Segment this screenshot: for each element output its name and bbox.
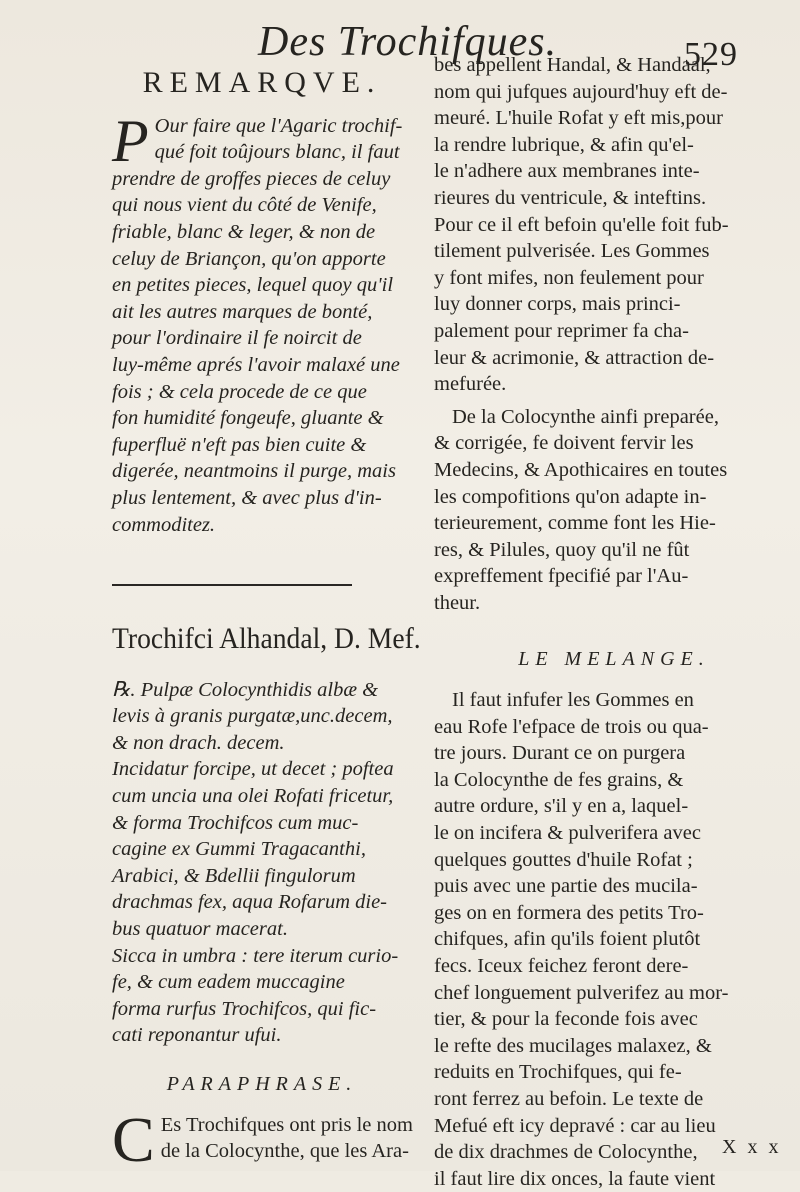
text-line: il faut lire dix onces, la faute vient: [434, 1167, 716, 1190]
text-line: qué foit toûjours blanc, il faut: [154, 141, 400, 164]
text-line: luy donner corps, mais princi-: [434, 293, 681, 316]
text-line: le n'adhere aux membranes inte-: [434, 160, 700, 183]
text-line: plus lentement, & avec plus d'in-: [112, 486, 382, 509]
text-line: friable, blanc & leger, & non de: [112, 220, 376, 243]
recipe-line: Sicca in umbra : tere iterum curio-: [112, 944, 399, 967]
paraphrase-paragraph: [112, 1103, 413, 1175]
recipe-line: forma rurfus Trochifcos, qui fic-: [112, 997, 377, 1020]
text-line: fecs. Iceux feichez feront dere-: [434, 955, 689, 977]
text-line: tilement pulverisée. Les Gommes: [434, 240, 710, 263]
text-line: nom qui jufques aujourd'huy eft de-: [434, 80, 728, 103]
section-rule: [112, 584, 352, 586]
text-line: fuperfluë n'eft pas bien cuite &: [112, 433, 367, 456]
text-line: le on incifera & pulverifera avec: [434, 822, 701, 845]
recipe-line: cum uncia una olei Rofati fricetur,: [112, 785, 394, 808]
text-line: commoditez.: [112, 513, 216, 536]
paragraph-melange: [434, 687, 794, 1192]
recipe-text: [112, 677, 412, 1049]
text-line: en petites pieces, lequel quoy qu'il: [112, 274, 394, 297]
text-line: prendre de groffes pieces de celuy: [112, 167, 391, 190]
paragraph-continuation: [434, 52, 794, 398]
recipe-line: cati reponantur ufui.: [112, 1024, 282, 1047]
text-line: digerée, neantmoins il purge, mais: [112, 460, 396, 483]
remark-paragraph: [112, 107, 412, 539]
text-line: qui nous vient du côté de Venife,: [112, 194, 377, 217]
text-line: Mefué eft icy depravé : car au lieu: [434, 1114, 716, 1137]
text-line: fon humidité fongeufe, gluante &: [112, 407, 384, 430]
text-line: terieurement, comme font les Hie-: [434, 512, 716, 535]
paragraph-colocynth: [434, 404, 794, 617]
text-line: de la Colocynthe, que les Ara-: [160, 1140, 409, 1163]
text-line: res, & Pilules, quoy qu'il ne fût: [434, 538, 690, 561]
text-line: De la Colocynthe ainfi preparée,: [452, 405, 719, 428]
text-line: mefurée.: [434, 373, 507, 396]
text-line: Il faut infufer les Gommes en: [452, 689, 694, 712]
text-line: chifques, afin qu'ils foient plutôt: [434, 928, 701, 951]
recipe-line: Arabici, & Bdellii fingulorum: [112, 864, 356, 887]
recipe-line: fe, & cum eadem muccagine: [112, 971, 345, 994]
text-line: ront ferrez au befoin. Le texte de: [434, 1087, 704, 1110]
text-line: celuy de Briançon, qu'on apporte: [112, 247, 386, 270]
text-line: ges on en formera des petits Tro-: [434, 901, 704, 924]
paraphrase-dropcap: C: [112, 1103, 155, 1175]
text-line: fois ; & cela procede de ce que: [112, 380, 367, 403]
text-line: ait les autres marques de bonté,: [112, 300, 373, 323]
text-line: la Colocynthe de fes grains, &: [434, 768, 684, 791]
text-line: Our faire que l'Agaric trochif-: [154, 114, 403, 137]
right-column: [434, 52, 794, 1192]
text-line: reduits en Trochifques, qui fe-: [434, 1061, 682, 1084]
recipe-line: levis à granis purgatæ,unc.decem,: [112, 705, 393, 728]
text-line: puis avec une partie des mucila-: [434, 875, 698, 898]
text-line: Medecins, & Apothicaires en toutes: [434, 458, 728, 481]
paraphrase-title: PARAPHRASE.: [166, 1073, 358, 1095]
text-line: meuré. L'huile Rofat y eft mis,pour: [434, 107, 723, 130]
text-line: luy-même aprés l'avoir malaxé une: [112, 353, 400, 376]
recipe-line: bus quatuor macerat.: [112, 918, 288, 941]
left-column: [112, 66, 421, 1175]
text-line: leur & acrimonie, & attraction de-: [434, 346, 715, 369]
text-line: les compofitions qu'on adapte in-: [434, 485, 707, 508]
text-line: expreffement fpecifié par l'Au-: [434, 565, 689, 588]
text-line: eau Rofe l'efpace de trois ou qua-: [434, 715, 709, 738]
text-line: theur.: [434, 591, 481, 614]
page-number: 529: [684, 36, 738, 73]
text-line: bes appellent Handal, & Handaal,: [434, 54, 711, 76]
recipe-line: & non drach. decem.: [112, 731, 285, 754]
remark-lines: [112, 107, 412, 539]
text-line: autre ordure, s'il y en a, laquel-: [434, 795, 689, 818]
remark-heading: REMARQVE.: [142, 66, 382, 99]
text-line: pour l'ordinaire il fe noircit de: [112, 327, 362, 350]
text-line: la rendre lubrique, & afin qu'el-: [434, 133, 694, 156]
text-line: Es Trochifques ont pris le nom: [160, 1113, 413, 1136]
paraphrase-lines: [112, 1103, 413, 1175]
melange-title: LE MELANGE.: [518, 648, 710, 671]
recipe-line: & forma Trochifcos cum muc-: [112, 811, 359, 834]
recipe-line: cagine ex Gummi Tragacanthi,: [112, 838, 366, 861]
text-line: y font mifes, non feulement pour: [434, 266, 704, 289]
text-line: tre jours. Durant ce on purgera: [434, 742, 686, 765]
recipe-line: drachmas fex, aqua Rofarum die-: [112, 891, 387, 914]
text-line: Pour ce il eft befoin qu'elle foit fub-: [434, 213, 729, 236]
text-line: & corrigée, fe doivent fervir les: [434, 432, 694, 455]
running-head: Des Trochifques.: [258, 19, 558, 65]
text-line: palement pour reprimer fa cha-: [434, 319, 689, 342]
recipe-title: Trochifci Alhandal, D. Mef.: [112, 622, 421, 656]
text-line: le refte des mucilages malaxez, &: [434, 1034, 712, 1057]
recipe-line: ℞. Pulpæ Colocynthidis albæ &: [112, 678, 379, 701]
remark-dropcap: P: [112, 107, 149, 174]
text-line: quelques gouttes d'huile Rofat ;: [434, 848, 693, 871]
catchword: X x x: [722, 1136, 782, 1158]
text-line: rieures du ventricule, & inteftins.: [434, 186, 707, 209]
text-line: chef longuement pulverifez au mor-: [434, 981, 729, 1004]
text-line: tier, & pour la feconde fois avec: [434, 1008, 698, 1031]
text-line: de dix drachmes de Colocynthe,: [434, 1141, 698, 1164]
recipe-line: Incidatur forcipe, ut decet ; poftea: [112, 758, 394, 781]
